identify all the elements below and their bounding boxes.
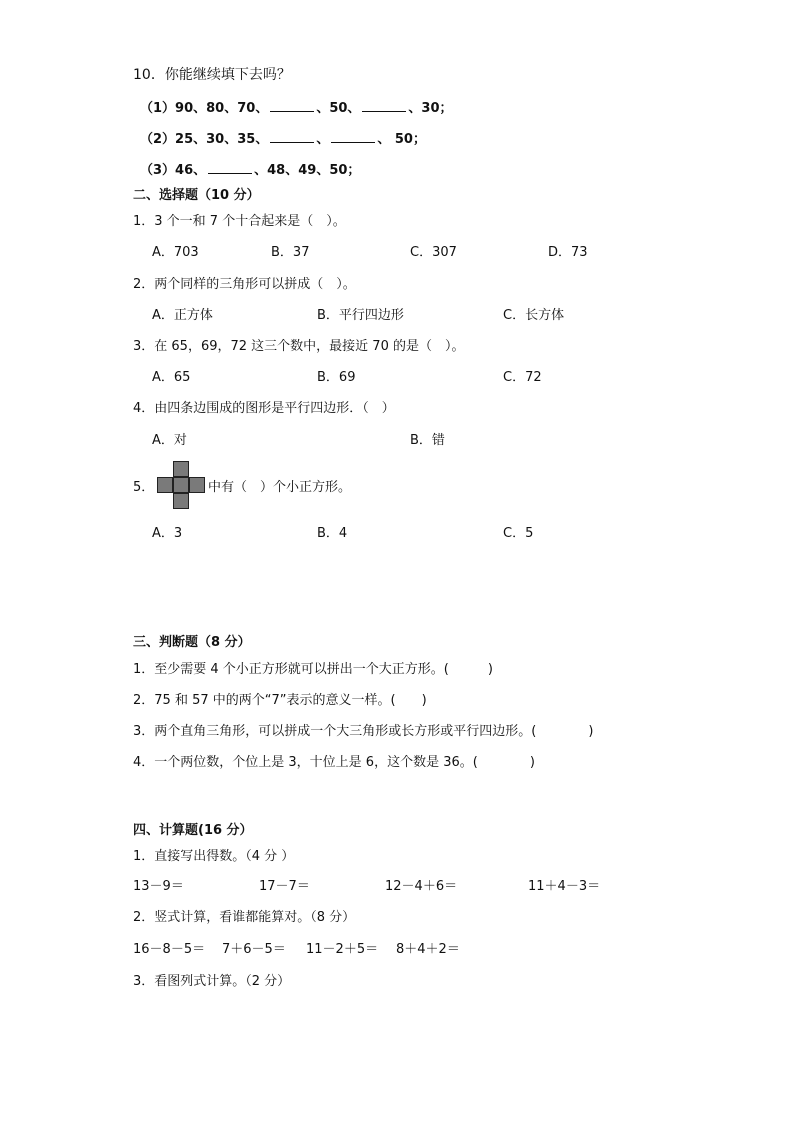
choice-q1-option-a[interactable]: A．703 (152, 245, 199, 260)
calc-q1-stem: 1．直接写出得数。（4 分 ） (133, 849, 295, 864)
q10-row-2 (140, 130, 426, 149)
row-text: 、50、 (316, 101, 361, 116)
answer-blank[interactable] (208, 161, 252, 174)
choice-q4-option-a[interactable]: A．对 (152, 433, 187, 448)
choice-q2-option-c[interactable]: C．长方体 (503, 308, 565, 323)
choice-q3-option-a[interactable]: A．65 (152, 370, 191, 385)
judge-q2: 2．75 和 57 中的两个“7”表示的意义一样。( ) (133, 693, 427, 708)
choice-q5-option-b[interactable]: B．4 (317, 526, 348, 541)
q10-row-3 (140, 161, 360, 180)
choice-q4-option-b[interactable]: B．错 (410, 433, 445, 448)
row-text: 25、30、35、 (175, 132, 269, 147)
choice-q5-number: 5． (133, 480, 155, 495)
choice-q5-option-a[interactable]: A．3 (152, 526, 183, 541)
calc-q2-item: 7＋6－5＝ (222, 942, 286, 957)
calc-q2-item: 16－8－5＝ (133, 942, 206, 957)
calc-q2-stem: 2．竖式计算，看谁都能算对。（8 分） (133, 910, 356, 925)
choice-q2-stem: 2．两个同样的三角形可以拼成（ ）。 (133, 277, 356, 292)
section-4-title: 四、计算题(16 分） (133, 823, 253, 838)
answer-blank[interactable] (270, 99, 314, 112)
calc-q3-stem: 3．看图列式计算。（2 分） (133, 974, 291, 989)
choice-q5-option-c[interactable]: C．5 (503, 526, 534, 541)
choice-q2-option-b[interactable]: B．平行四边形 (317, 308, 404, 323)
row-text: 、 50； (377, 132, 426, 147)
calc-q1-item: 17－7＝ (259, 879, 310, 894)
choice-q5-stem: 中有（ ）个小正方形。 (208, 480, 352, 495)
row-text: 、 (316, 132, 330, 147)
choice-q1-option-b[interactable]: B．37 (271, 245, 310, 260)
answer-blank[interactable] (362, 99, 406, 112)
row-text: 、48、49、50； (254, 163, 361, 178)
choice-q4-stem: 4．由四条边围成的图形是平行四边形．（ ） (133, 401, 395, 416)
row-text: 90、80、70、 (175, 101, 269, 116)
choice-q1-option-d[interactable]: D．73 (548, 245, 588, 260)
row-label: （3） (140, 163, 176, 178)
section-2-title: 二、选择题（10 分） (133, 188, 260, 203)
q10-row-1 (140, 99, 453, 118)
judge-q4: 4．一个两位数，个位上是 3，十位上是 6，这个数是 36。( ) (133, 755, 535, 770)
section-3-title: 三、判断题（8 分） (133, 635, 251, 650)
choice-q2-option-a[interactable]: A．正方体 (152, 308, 213, 323)
q10-title: 10．你能继续填下去吗？ (133, 67, 291, 83)
choice-q1-stem: 1．3 个一和 7 个十合起来是（ ）。 (133, 214, 346, 229)
choice-q3-option-b[interactable]: B．69 (317, 370, 356, 385)
row-text: 、30； (408, 101, 453, 116)
calc-q2-item: 8＋4＋2＝ (396, 942, 460, 957)
judge-q3: 3．两个直角三角形，可以拼成一个大三角形或长方形或平行四边形。( ) (133, 724, 594, 739)
choice-q1-option-c[interactable]: C．307 (410, 245, 457, 260)
row-text: 46、 (175, 163, 207, 178)
calc-q1-item: 13－9＝ (133, 879, 184, 894)
choice-q3-stem: 3．在 65，69，72 这三个数中，最接近 70 的是（ ）。 (133, 339, 465, 354)
calc-q2-item: 11－2＋5＝ (306, 942, 379, 957)
choice-q3-option-c[interactable]: C．72 (503, 370, 542, 385)
judge-q1: 1．至少需要 4 个小正方形就可以拼出一个大正方形。( ) (133, 662, 493, 677)
row-label: （2） (140, 132, 176, 147)
row-label: （1） (140, 101, 176, 116)
calc-q1-item: 12－4＋6＝ (385, 879, 458, 894)
answer-blank[interactable] (270, 130, 314, 143)
cross-shape-figure (157, 461, 205, 509)
answer-blank[interactable] (331, 130, 375, 143)
calc-q1-item: 11＋4－3＝ (528, 879, 601, 894)
